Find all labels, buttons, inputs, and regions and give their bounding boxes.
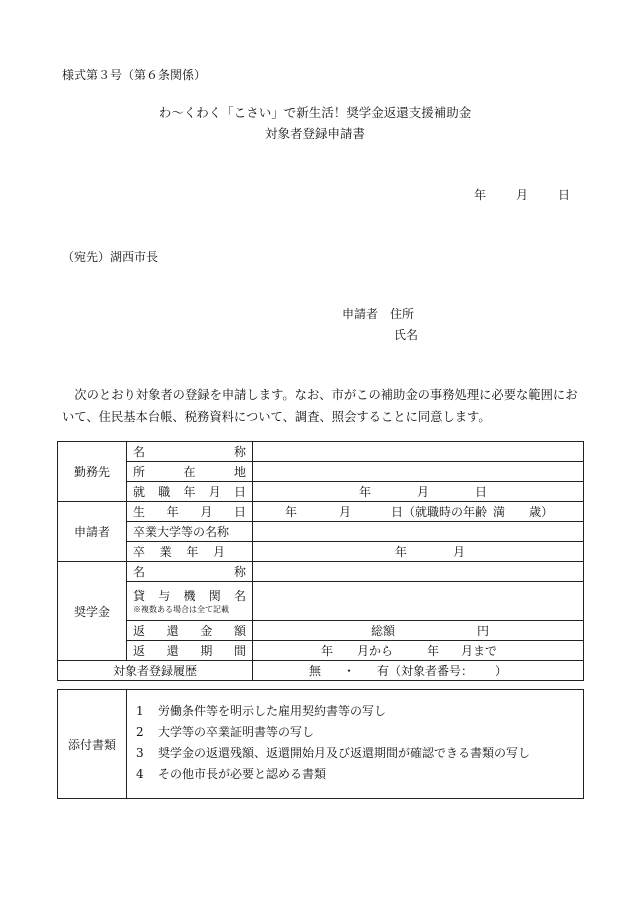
group-scholarship: 奨学金: [58, 562, 127, 661]
group-workplace: 勤務先: [58, 442, 127, 502]
table-row: [58, 522, 584, 542]
university-field[interactable]: [253, 522, 584, 542]
period-field[interactable]: 年 月から 年 月まで: [253, 641, 584, 661]
name-label: 氏名: [394, 328, 419, 342]
list-item: 3 奨学金の返還残額、返還開始月及び返還期間が確認できる書類の写し: [136, 746, 531, 760]
label-birthdate: 生 年 月 日: [127, 502, 253, 522]
label-workplace-name: 名 称: [127, 442, 253, 462]
group-applicant: 申請者: [58, 502, 127, 562]
applicant-label: 申請者: [342, 307, 379, 321]
date-month: 月: [516, 188, 529, 202]
workplace-name-field[interactable]: [253, 442, 584, 462]
addressee: （宛先）湖西市長: [62, 250, 159, 264]
graduation-field[interactable]: 年 月: [253, 542, 584, 562]
label-graduation: 卒 業 年 月: [127, 542, 253, 562]
table-row: [58, 502, 584, 522]
applicant-address-line: [342, 305, 414, 322]
list-item: 2 大学等の卒業証明書等の写し: [136, 725, 315, 739]
birthdate-field[interactable]: 年 月 日（就職時の年齢 満 歳）: [253, 502, 584, 522]
history-none[interactable]: 無: [309, 664, 322, 678]
lender-note: ※複数ある場合は全て記載: [133, 605, 229, 614]
label-amount: 返 還 金 額: [127, 621, 253, 641]
table-row: [58, 462, 584, 482]
date-year: 年: [474, 188, 487, 202]
date-day: 日: [558, 188, 571, 202]
label-employment-date: 就 職 年 月 日: [127, 482, 253, 502]
applicant-name-line: [394, 326, 418, 343]
table-row: [58, 442, 584, 462]
attachments-list: [128, 691, 582, 797]
amount-field[interactable]: 総額 円: [253, 621, 584, 641]
address-label: 住所: [390, 307, 415, 321]
history-yes[interactable]: 有（対象者番号：: [377, 664, 474, 678]
employment-date-field[interactable]: 年 月 日: [253, 482, 584, 502]
attachments-table: [57, 689, 584, 799]
list-item: 1 労働条件等を明示した雇用契約書等の写し: [136, 704, 387, 718]
label-period: 返 還 期 間: [127, 641, 253, 661]
table-row: [58, 690, 584, 799]
title-line-1: わ〜くわく「こさい」で新生活！奨学金返還支援補助金: [158, 105, 472, 120]
attachments-label: 添付書類: [58, 690, 127, 799]
registration-history-field[interactable]: 無 ・ 有（対象者番号： ）: [253, 661, 584, 681]
registration-table: [57, 441, 584, 681]
table-row: [58, 621, 584, 641]
label-scholarship-name: 名 称: [127, 562, 253, 582]
form-number: 様式第３号（第６条関係）: [62, 68, 207, 82]
lender-field[interactable]: [253, 582, 584, 621]
table-row: [58, 542, 584, 562]
table-row: [58, 641, 584, 661]
table-row: [58, 562, 584, 582]
consent-text: 次のとおり対象者の登録を申請します。なお、市がこの補助金の事務処理に必要な範囲において、住民基本台帳、税務資料について、調査、照会することに同意します。: [62, 388, 578, 424]
label-registration-history: 対象者登録履歴: [58, 661, 253, 681]
application-date: [474, 186, 570, 203]
label-university: 卒業大学等の名称: [127, 522, 253, 542]
title-line-2: 対象者登録申請書: [264, 126, 365, 141]
label-workplace-location: 所 在 地: [127, 462, 253, 482]
attachments-list-cell: [127, 690, 584, 799]
table-row: [58, 582, 584, 621]
list-item: 4 その他市長が必要と認める書類: [136, 767, 327, 781]
table-row: [58, 661, 584, 681]
workplace-location-field[interactable]: [253, 462, 584, 482]
label-lender: 貸 与 機 関 名 ※複数ある場合は全て記載: [127, 582, 253, 621]
table-row: [58, 482, 584, 502]
scholarship-name-field[interactable]: [253, 562, 584, 582]
